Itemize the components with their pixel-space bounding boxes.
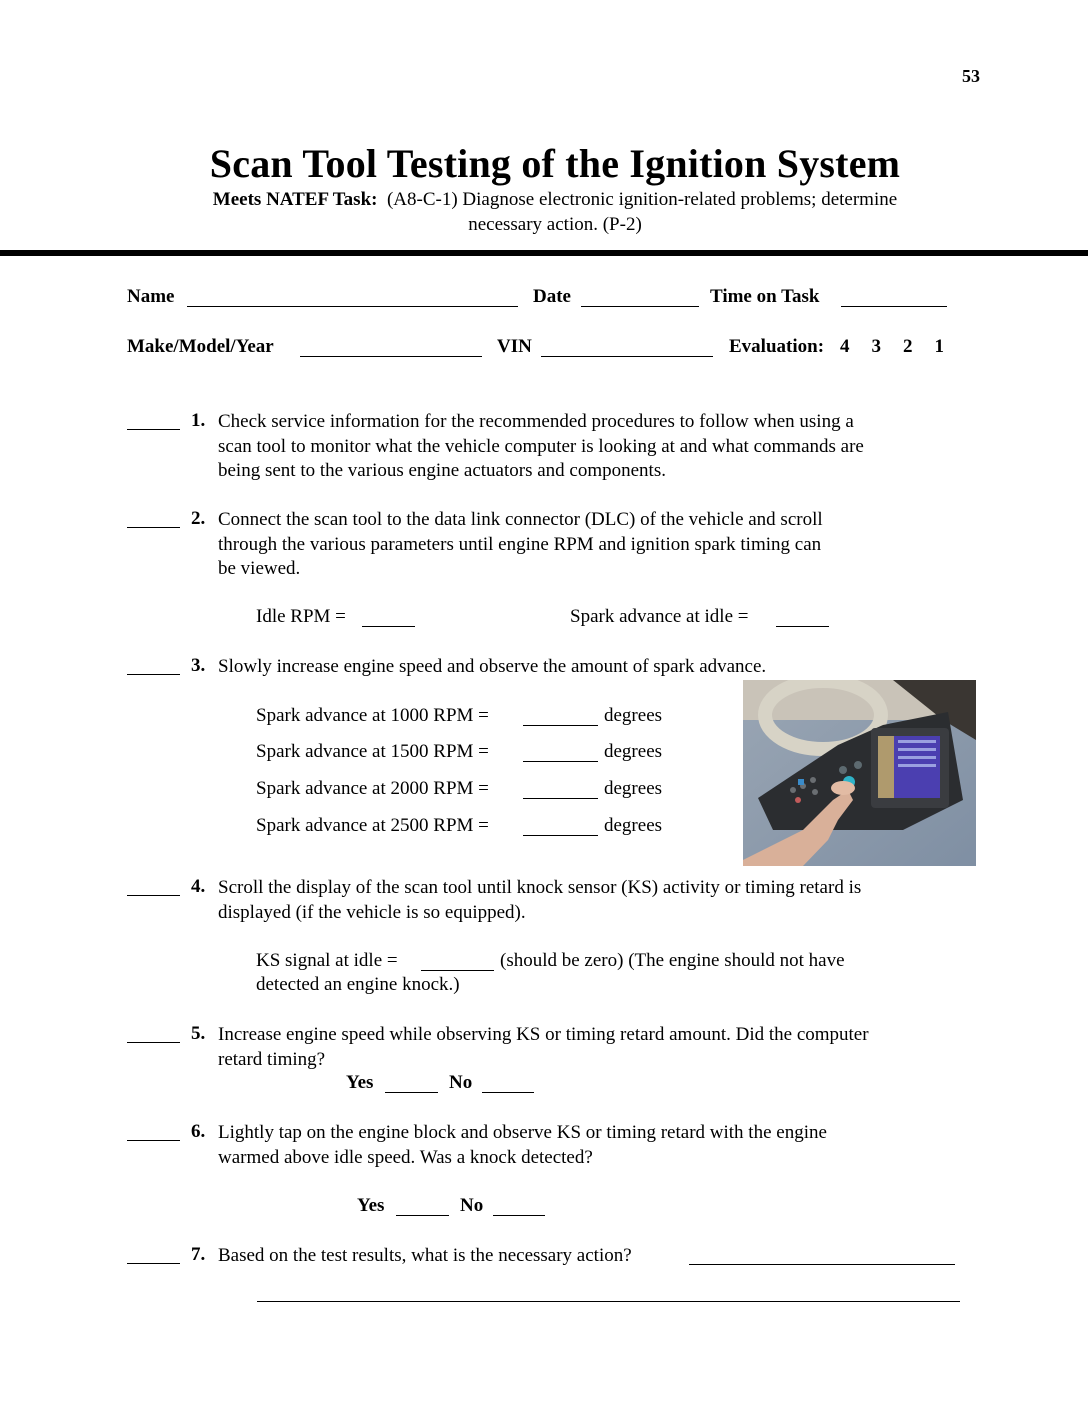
date-field[interactable]: [581, 286, 699, 307]
ks-signal-note-1: (should be zero) (The engine should not have: [500, 950, 845, 971]
task-subtitle: [0, 187, 1088, 237]
time-on-task-field[interactable]: [841, 286, 947, 307]
make-model-year-field[interactable]: [300, 336, 482, 357]
item-6-no-label: No: [460, 1195, 484, 1216]
make-model-year-label: Make/Model/Year: [127, 336, 274, 357]
time-on-task-label: Time on Task: [710, 286, 820, 307]
item-6-line: Lightly tap on the engine block and observe KS or timing retard with the engine: [218, 1122, 827, 1143]
evaluation-option-1[interactable]: 1: [934, 336, 945, 357]
item-2-line: be viewed.: [218, 558, 301, 579]
idle-rpm-field[interactable]: [362, 606, 415, 627]
item-6-text: [218, 1121, 978, 1170]
item-7-text: Based on the test results, what is the necessary action?: [218, 1245, 632, 1266]
item-6-yes-field[interactable]: [396, 1195, 449, 1216]
spark-2500-label: Spark advance at 2500 RPM =: [256, 815, 489, 836]
natef-text-2: necessary action. (P-2): [468, 214, 642, 235]
item-6-number: 6.: [191, 1121, 206, 1142]
item-1-line: scan tool to monitor what the vehicle computer is looking at and what commands are: [218, 435, 864, 457]
item-5-number: 5.: [191, 1023, 206, 1044]
item-1-line: being sent to the various engine actuators and components.: [218, 460, 666, 481]
item-2-text: [218, 508, 978, 582]
page-title: Scan Tool Testing of the Ignition System: [209, 141, 901, 186]
item-6-check-blank[interactable]: [127, 1139, 180, 1141]
spark-2000-field[interactable]: [523, 778, 598, 799]
spark-2500-unit: degrees: [604, 815, 663, 836]
evaluation-option-2[interactable]: 2: [903, 336, 913, 357]
item-4-check-blank[interactable]: [127, 894, 180, 896]
spark-advance-idle-field[interactable]: [776, 606, 829, 627]
item-2-number: 2.: [191, 508, 206, 529]
item-5-yes-field[interactable]: [385, 1072, 438, 1093]
item-4-number: 4.: [191, 876, 206, 897]
ks-signal-note-2: detected an engine knock.): [256, 974, 460, 995]
item-5-line: retard timing?: [218, 1048, 326, 1070]
necessary-action-field-2[interactable]: [257, 1281, 960, 1302]
item-4-line: displayed (if the vehicle is so equipped).: [218, 901, 526, 923]
item-3-text: Slowly increase engine speed and observe the amount of spark advance.: [218, 656, 767, 677]
natef-label: Meets NATEF Task:: [212, 189, 378, 210]
spark-2500-field[interactable]: [523, 815, 598, 836]
evaluation: [729, 336, 944, 358]
name-field[interactable]: [187, 286, 518, 307]
spark-2000-unit: degrees: [604, 778, 663, 799]
item-2-line: Connect the scan tool to the data link connector (DLC) of the vehicle and scroll: [218, 509, 823, 530]
item-4-text: [218, 876, 978, 925]
item-1-line: Check service information for the recommended procedures to follow when using a: [218, 411, 854, 432]
spark-1000-label: Spark advance at 1000 RPM =: [256, 705, 489, 726]
spark-1500-label: Spark advance at 1500 RPM =: [256, 741, 489, 762]
item-2-check-blank[interactable]: [127, 526, 180, 528]
item-1-check-blank[interactable]: [127, 428, 180, 430]
item-5-no-field[interactable]: [482, 1072, 534, 1093]
item-4-line: Scroll the display of the scan tool until knock sensor (KS) activity or timing retard is: [218, 877, 862, 898]
item-6-line: warmed above idle speed. Was a knock detected?: [218, 1146, 593, 1168]
header-divider: [0, 250, 1088, 256]
item-2-line: through the various parameters until engine RPM and ignition spark timing can: [218, 533, 822, 555]
item-1-text: [218, 410, 978, 484]
item-5-text: [218, 1023, 978, 1072]
item-5-yes-label: Yes: [346, 1072, 374, 1093]
spark-advance-idle-label: Spark advance at idle =: [570, 606, 749, 627]
idle-rpm-label: Idle RPM =: [256, 606, 346, 627]
item-3-number: 3.: [191, 655, 206, 676]
evaluation-option-4[interactable]: 4: [840, 336, 850, 357]
natef-text-1: (A8-C-1) Diagnose electronic ignition-related problems; determine: [386, 189, 898, 210]
item-6-no-field[interactable]: [493, 1195, 545, 1216]
evaluation-option-3[interactable]: 3: [871, 336, 882, 357]
item-7-number: 7.: [191, 1244, 206, 1265]
ks-signal-field[interactable]: [421, 950, 494, 971]
item-5-no-label: No: [449, 1072, 473, 1093]
page-number: 53: [962, 66, 980, 86]
spark-1000-unit: degrees: [604, 705, 663, 726]
spark-1500-field[interactable]: [523, 741, 598, 762]
spark-2000-label: Spark advance at 2000 RPM =: [256, 778, 489, 799]
vin-label: VIN: [497, 336, 532, 357]
date-field-label: Date: [533, 286, 571, 307]
item-3-check-blank[interactable]: [127, 673, 180, 675]
name-field-label: Name: [127, 286, 175, 307]
scan-tool-photo: [743, 680, 976, 866]
item-6-yes-label: Yes: [357, 1195, 385, 1216]
spark-1500-unit: degrees: [604, 741, 663, 762]
scan-tool-image: [743, 680, 976, 866]
ks-signal-label: KS signal at idle =: [256, 950, 398, 971]
item-5-check-blank[interactable]: [127, 1041, 180, 1043]
item-7-check-blank[interactable]: [127, 1262, 180, 1264]
necessary-action-field-1[interactable]: [689, 1244, 955, 1265]
item-5-line: Increase engine speed while observing KS or timing retard amount. Did the computer: [218, 1024, 869, 1045]
spark-1000-field[interactable]: [523, 705, 598, 726]
item-1-number: 1.: [191, 410, 206, 431]
evaluation-label: Evaluation:: [729, 336, 825, 357]
vin-field[interactable]: [541, 336, 713, 357]
